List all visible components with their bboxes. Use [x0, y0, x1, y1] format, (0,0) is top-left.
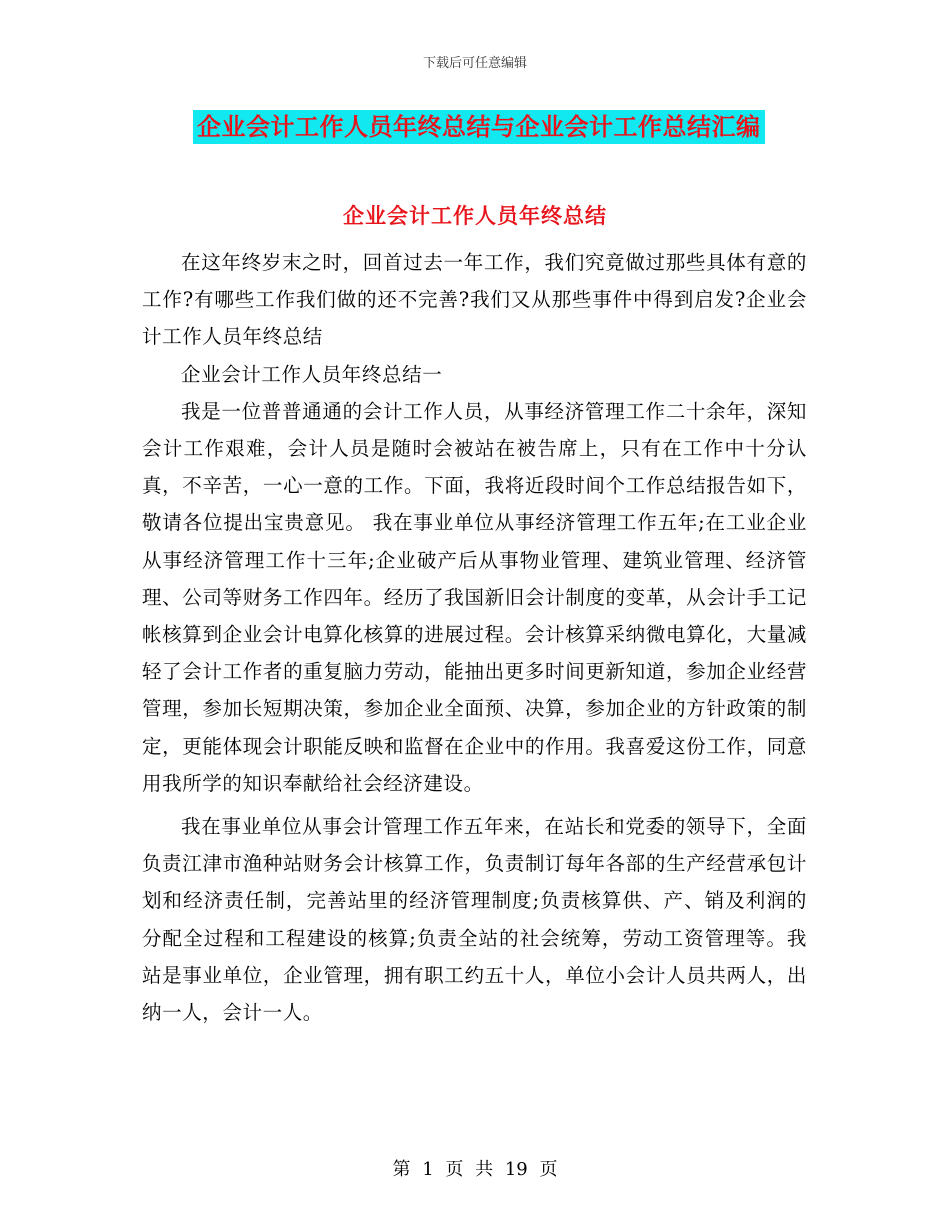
paragraph-subheading: 企业会计工作人员年终总结一 [181, 362, 443, 386]
page-number-footer: 第 1 页 共 19 页 [392, 1159, 558, 1180]
document-body [142, 244, 807, 1031]
paragraph-intro: 在这年终岁末之时，回首过去一年工作，我们究竟做过那些具体有意的工作?有哪些工作我们做的还不完善?我们又从那些事件中得到启发?企业会计工作人员年终总结 [142, 251, 807, 349]
section-title: 企业会计工作人员年终总结 [343, 204, 607, 228]
document-title: 企业会计工作人员年终总结与企业会计工作总结汇编 [193, 110, 765, 144]
page-header-note: 下载后可任意编辑 [422, 56, 527, 71]
paragraph-experience: 我是一位普普通通的会计工作人员，从事经济管理工作二十余年，深知会计工作艰难，会计人员是随时会被站在被告席上，只有在工作中十分认真，不辛苦，一心一意的工作。下面，我将近段时间个工作总结报告如下，敬请各位提出宝贵意见。 我在事业单位从事经济管理工作五年;在工业企业从事经济管理工作十三年;企业破产后从事物业管理、建筑业管理、经济管理、公司等财务工作四年。经历了我国新旧会计制度的变革，从会计手工记帐核算到企业会计电算化核算的进展过程。会计核算采纳微电算化，大量减轻了会计工作者的重复脑力劳动，能抽出更多时间更新知道，参加企业经营管理，参加长短期决策，参加企业全面预、决算，参加企业的方针政策的制定，更能体现会计职能反映和监督在企业中的作用。我喜爱这份工作，同意用我所学的知识奉献给社会经济建设。 [142, 399, 807, 795]
paragraph-institution-work: 我在事业单位从事会计管理工作五年来，在站长和党委的领导下，全面负责江津市渔种站财务会计核算工作，负责制订每年各部的生产经营承包计划和经济责任制，完善站里的经济管理制度;负责核算供、产、销及利润的分配全过程和工程建设的核算;负责全站的社会统筹，劳动工资管理等。我站是事业单位，企业管理，拥有职工约五十人，单位小会计人员共两人，出纳一人，会计一人。 [142, 815, 807, 1025]
